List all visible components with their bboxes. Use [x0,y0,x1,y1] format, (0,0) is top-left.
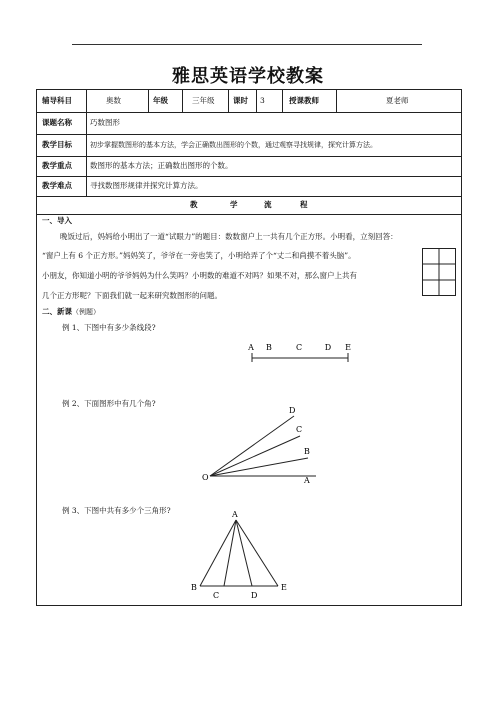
point-label: A [232,510,238,519]
angle-figure [196,400,326,486]
column-divider [228,89,229,112]
flow-header-char: 教 [190,200,198,209]
hours-label: 课时 [233,96,248,105]
column-divider [148,89,149,112]
point-label: B [191,583,197,592]
example-3-text: 例 3、下图中共有多少个三角形? [62,506,171,515]
point-label: D [251,591,258,600]
header-rule [72,44,422,45]
flow-header-char: 流 [264,200,272,209]
intro-line: 晚饭过后，妈妈给小明出了一道“试眼力”的题目：数数窗户上一共有几个正方形。小明看，立刻回答： [60,232,398,241]
row-value-goal: 初步掌握数图形的基本方法，学会正确数出图形的个数，通过观察寻找规律，探究计算方法。 [90,141,377,149]
intro-line: 几个正方形呢？下面我们就一起来研究数图形的问题。 [42,291,222,300]
column-divider [336,89,337,112]
ray-od [210,416,294,476]
new-lesson-note: （例题） [72,308,100,316]
hours-value: 3 [260,96,265,105]
row-value-key-points: 数图形的基本方法；正确数出图形的个数。 [90,161,233,170]
point-label: C [295,343,303,352]
new-lesson-heading-wrap [42,306,100,318]
column-divider [256,89,257,112]
point-label: B [304,447,310,456]
example-1-text: 例 1、下图中有多少条线段? [62,323,156,332]
column-divider [282,89,283,112]
teacher-value: 夏老师 [386,96,409,105]
window-grid-figure [422,248,456,296]
grade-value: 三年级 [192,96,215,105]
point-label: D [289,406,296,415]
point-label: D [324,343,332,352]
subject-value: 奥数 [106,96,121,105]
point-label: E [281,583,287,592]
ray-oc [210,436,300,476]
row-divider [36,112,462,113]
teacher-label: 授课教师 [289,96,319,105]
row-label-goal: 教学目标 [42,140,72,149]
point-label: A [304,476,310,485]
edge-ac [224,520,236,586]
point-label: C [213,591,220,600]
edge-ae [236,520,278,586]
intro-line: 小朋友，你知道小明的爷爷妈妈为什么笑吗？小明数的难道不对吗？如果不对，那么窗户上共有 [42,271,357,280]
flow-header-char: 学 [230,200,238,209]
flow-header-char: 程 [300,200,308,209]
ray-ob [210,458,308,476]
point-label: E [345,343,351,352]
triangle-figure [188,506,298,602]
row-divider [36,176,462,177]
row-value-difficulty: 寻找数图形规律并探究计算方法。 [90,181,203,190]
edge-ad [236,520,252,586]
point-label: B [266,343,272,352]
row-label-difficulty: 教学难点 [42,181,72,190]
grade-label: 年级 [153,96,168,105]
row-label-key-points: 教学重点 [42,161,72,170]
example-2-text: 例 2、下面图形中有几个角? [62,399,156,408]
point-label: A [248,343,254,352]
row-value-topic: 巧数图形 [90,118,120,127]
intro-heading: 一、导入 [42,216,72,225]
intro-line: “窗户上有 6 个正方形。”妈妈笑了，爷爷在一旁也笑了，小明给弄了个“丈二和尚摸不着头脑”。 [42,251,356,260]
column-divider [182,89,183,112]
point-label: O [202,473,209,482]
edge-ab [200,520,236,586]
row-divider [36,196,462,197]
new-lesson-heading: 二、新课 [42,307,72,316]
subject-label: 辅导科目 [42,96,72,105]
column-divider [86,89,87,196]
row-divider [36,156,462,157]
row-divider [36,134,462,135]
page-title: 雅思英语学校教案 [172,66,324,87]
point-label: C [296,425,303,434]
line-segment-figure [240,340,360,370]
row-divider [36,214,462,215]
row-label-topic: 课题名称 [42,118,72,127]
